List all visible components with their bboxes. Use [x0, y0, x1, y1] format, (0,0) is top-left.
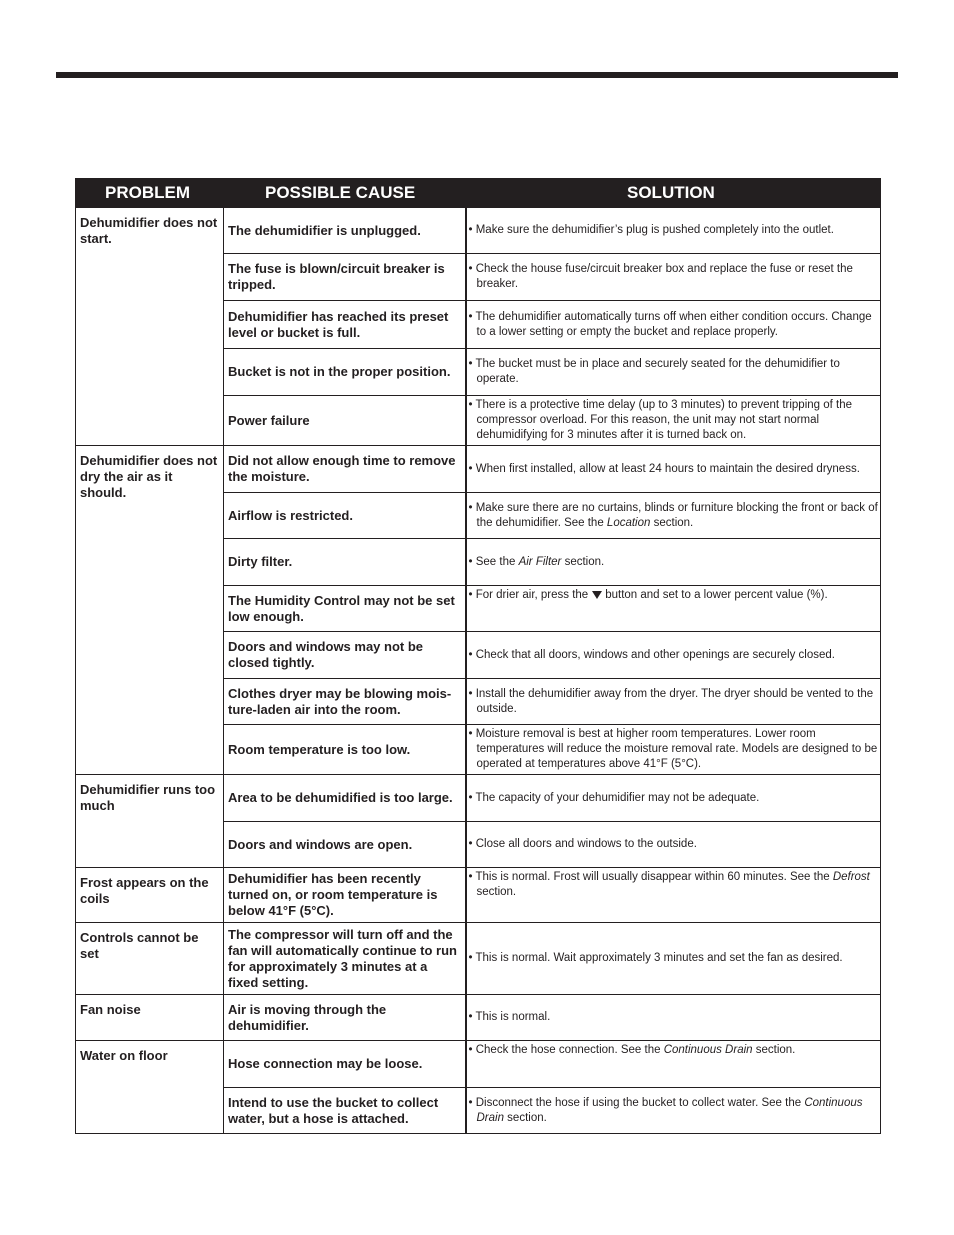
solution-cell	[466, 1041, 881, 1088]
solution-text: • Install the dehumidifier away from the dryer. The dryer should be vented to the outside.	[468, 687, 874, 715]
solution-cell	[466, 995, 881, 1041]
solution-cell	[466, 254, 881, 301]
cause-cell: Air is moving through the dehumidifier.	[224, 995, 466, 1041]
solution-text: • Check the house fuse/circuit breaker box and replace the fuse or reset the breaker.	[468, 263, 853, 290]
solution-cell	[466, 208, 881, 254]
solution-text: • This is normal.	[468, 1011, 551, 1023]
cause-cell: Dehumidifier has been recently turned on, or room temperature is below 41°F (5°C).	[224, 868, 466, 923]
solution-cell	[466, 396, 881, 446]
solution-text-part: section.	[561, 555, 605, 568]
section-reference: Continuous Drain	[663, 1044, 753, 1056]
problem-cell: Water on floor	[76, 1041, 224, 1134]
table-header-row	[76, 179, 881, 208]
solution-cell	[466, 822, 881, 868]
solution-cell	[466, 446, 881, 493]
problem-cell: Dehumidifier does not start.	[76, 208, 224, 446]
solution-cell	[466, 679, 881, 725]
solution-cell	[466, 725, 881, 775]
section-reference: Location	[606, 516, 651, 529]
solution-cell	[466, 868, 881, 923]
solution-text: • The capacity of your dehumidifier may not be adequate.	[468, 791, 760, 804]
solution-text-part: • Make sure there are no curtains, blinds or furniture blocking the front or back of the dehumidifier. See the	[468, 501, 878, 529]
solution-cell	[466, 1088, 881, 1134]
table-row	[76, 1041, 881, 1088]
solution-text-part: • Check the hose connection. See the	[468, 1044, 664, 1056]
solution-cell	[466, 632, 881, 679]
solution-cell	[466, 301, 881, 349]
table-row	[76, 923, 881, 995]
solution-text: • When first installed, allow at least 24 hours to maintain the desired dryness.	[468, 462, 860, 475]
solution-text-part: section.	[650, 516, 694, 529]
solution-text-part: section.	[476, 886, 517, 898]
solution-text: • Make sure the dehumidifier’s plug is pushed completely into the outlet.	[468, 224, 834, 236]
problem-cell: Controls cannot be set	[76, 923, 224, 995]
cause-cell: Doors and windows are open.	[224, 822, 466, 868]
cause-cell: Dirty filter.	[224, 539, 466, 586]
solution-cell	[466, 775, 881, 822]
problem-cell: Dehumidifier does not dry the air as it should.	[76, 446, 224, 775]
cause-cell: The Humidity Control may not be set low enough.	[224, 586, 466, 632]
section-reference: Defrost	[832, 871, 870, 883]
solution-text	[469, 1043, 879, 1058]
cause-cell: Dehumidifier has reached its preset level or bucket is full.	[224, 301, 466, 349]
solution-text: • This is normal. Wait approximately 3 minutes and set the fan as desired.	[468, 952, 843, 964]
solution-cell	[466, 493, 881, 539]
solution-text-part: • For drier air, press the	[468, 589, 589, 601]
solution-text: • Check that all doors, windows and other openings are securely closed.	[468, 648, 835, 661]
solution-cell	[466, 349, 881, 396]
solution-text: • The bucket must be in place and securely seated for the dehumidifier to operate.	[468, 358, 840, 385]
solution-text	[469, 588, 879, 603]
solution-header: SOLUTION	[466, 179, 881, 208]
cause-cell: The fuse is blown/circuit breaker is tripped.	[224, 254, 466, 301]
down-arrow-icon	[592, 591, 602, 599]
solution-text-part: • This is normal. Frost will usually disappear within 60 minutes. See the	[468, 871, 833, 883]
solution-text-part: button and set to a lower percent value (%).	[605, 589, 828, 601]
cause-cell: The dehumidifier is unplugged.	[224, 208, 466, 254]
troubleshooting-table	[75, 178, 881, 1134]
table-body	[76, 208, 881, 1134]
cause-cell: Bucket is not in the proper position.	[224, 349, 466, 396]
cause-cell: The compressor will turn off and the fan will automatically continue to run for approximately 3 minutes at a fixed setting.	[224, 923, 466, 995]
cause-cell: Intend to use the bucket to collect water, but a hose is attached.	[224, 1088, 466, 1134]
cause-cell: Area to be dehumidified is too large.	[224, 775, 466, 822]
cause-cell: Clothes dryer may be blowing mois-ture-laden air into the room.	[224, 679, 466, 725]
problem-cell: Dehumidifier runs too much	[76, 775, 224, 868]
solution-text: • Close all doors and windows to the outside.	[468, 838, 697, 850]
solution-text	[469, 1096, 879, 1126]
cause-cell: Hose connection may be loose.	[224, 1041, 466, 1088]
problem-header: PROBLEM	[76, 179, 224, 208]
table-row	[76, 775, 881, 822]
solution-text-part: • See the	[468, 555, 519, 568]
problem-cell: Fan noise	[76, 995, 224, 1041]
solution-text	[469, 501, 879, 531]
table-row	[76, 868, 881, 923]
section-reference: Continuous Drain	[476, 1096, 863, 1124]
possible-cause-header: POSSIBLE CAUSE	[224, 179, 466, 208]
solution-text: • The dehumidifier automatically turns off when either condition occurs. Change to a lower setting or empty the bucket and replace properly.	[468, 310, 872, 338]
top-rule	[56, 72, 898, 78]
table-row	[76, 995, 881, 1041]
solution-text: • Moisture removal is best at higher room temperatures. Lower room temperatures will reduce the moisture removal rate. Models are designed to be operated at temperatures above 41°F (5°C).	[468, 728, 878, 770]
cause-cell: Doors and windows may not be closed tightly.	[224, 632, 466, 679]
cause-cell: Power failure	[224, 396, 466, 446]
solution-text	[469, 555, 879, 570]
troubleshooting-table-wrapper	[75, 178, 880, 1134]
table-row	[76, 446, 881, 493]
cause-cell: Airflow is restricted.	[224, 493, 466, 539]
solution-text	[469, 870, 879, 900]
solution-text-part: • Disconnect the hose if using the bucket to collect water. See the	[468, 1096, 805, 1109]
solution-text: • There is a protective time delay (up to 3 minutes) to prevent tripping of the compressor overload. For this reason, the unit may not start normal dehumidifying for 3 minutes after it is turned back on.	[468, 399, 853, 441]
solution-cell	[466, 539, 881, 586]
solution-cell	[466, 586, 881, 632]
cause-cell: Did not allow enough time to remove the moisture.	[224, 446, 466, 493]
solution-text-part: section.	[503, 1111, 547, 1124]
table-row	[76, 208, 881, 254]
problem-cell: Frost appears on the coils	[76, 868, 224, 923]
cause-cell: Room temperature is too low.	[224, 725, 466, 775]
solution-cell	[466, 923, 881, 995]
section-reference: Air Filter	[518, 555, 562, 568]
solution-text-part: section.	[752, 1044, 796, 1056]
